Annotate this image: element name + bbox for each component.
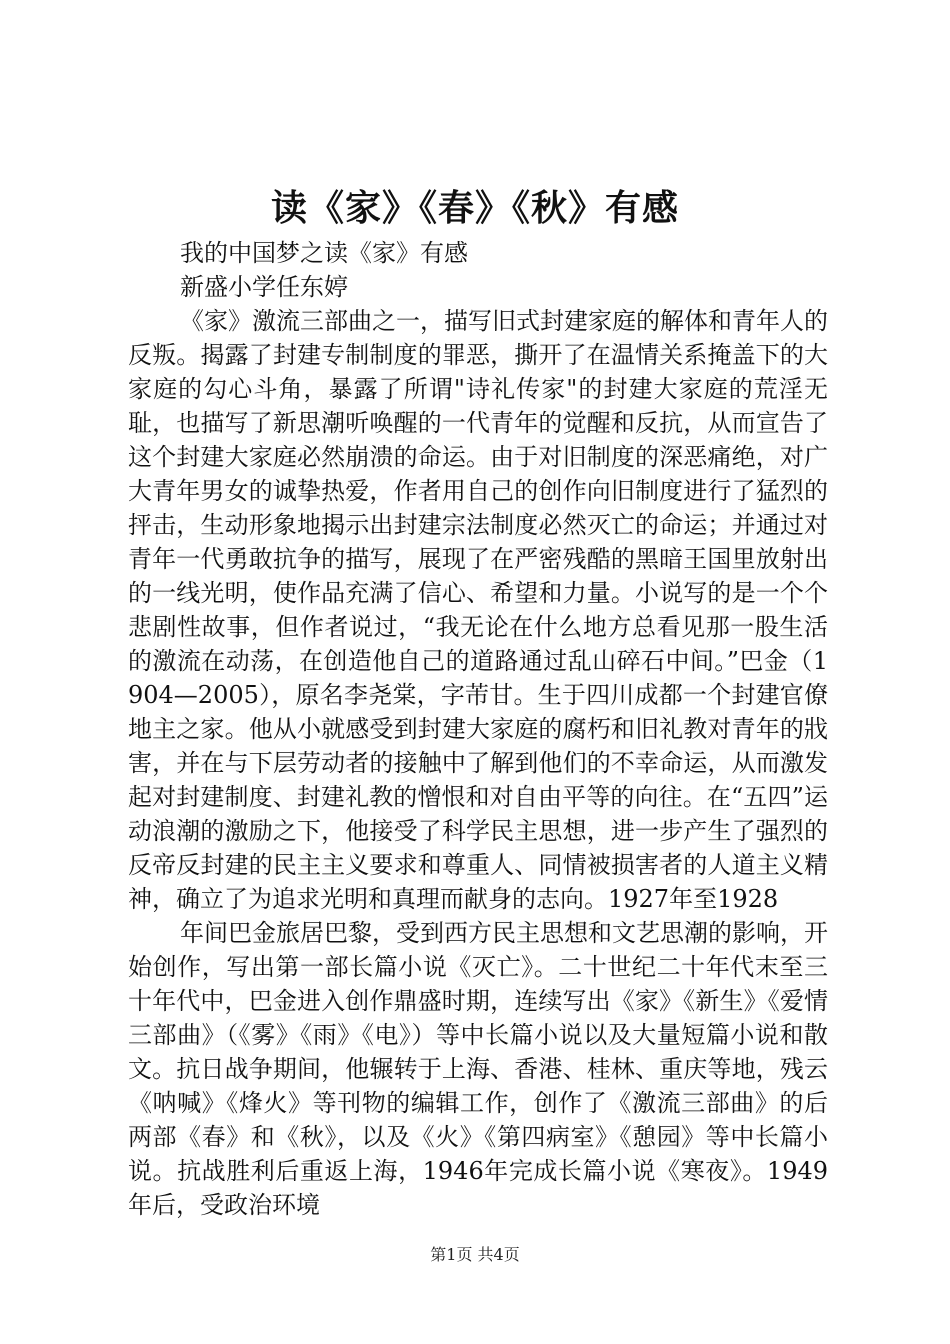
document-title: 读《家》《春》《秋》有感 (270, 187, 679, 229)
document-body (128, 236, 828, 1222)
body-paragraph: 年间巴金旅居巴黎，受到西方民主思想和文艺思潮的影响，开始创作，写出第一部长篇小说《灭亡》。二十世纪二十年代末至三十年代中，巴金进入创作鼎盛时期，连续写出《家》《新生》《爱情三部曲》（《雾》《雨》《电》）等中长篇小说以及大量短篇小说和散文。抗日战争期间，他辗转于上海、香港、桂林、重庆等地，残云《呐喊》《烽火》等刊物的编辑工作，创作了《激流三部曲》的后两部《春》和《秋》，以及《火》《第四病室》《憩园》等中长篇小说。抗战胜利后重返上海，1946年完成长篇小说《寒夜》。1949年后，受政治环境 (128, 919, 828, 1219)
body-paragraph: 《家》激流三部曲之一，描写旧式封建家庭的解体和青年人的反叛。揭露了封建专制制度的罪恶，撕开了在温情关系掩盖下的大家庭的勾心斗角，暴露了所谓"诗礼传家"的封建大家庭的荒淫无耻，也描写了新思潮听唤醒的一代青年的觉醒和反抗，从而宣告了这个封建大家庭必然崩溃的命运。由于对旧制度的深恶痛绝，对广大青年男女的诚挚热爱，作者用自己的创作向旧制度进行了猛烈的抨击，生动形象地揭示出封建宗法制度必然灭亡的命运；并通过对青年一代勇敢抗争的描写，展现了在严密残酷的黑暗王国里放射出的一线光明，使作品充满了信心、希望和力量。小说写的是一个个悲剧性故事，但作者说过，“我无论在什么地方总看见那一股生活的激流在动荡，在创造他自己的道路通过乱山碎石中间。”巴金（1904—2005），原名李尧棠，字芾甘。生于四川成都一个封建官僚地主之家。他从小就感受到封建大家庭的腐朽和旧礼教对青年的戕害，并在与下层劳动者的接触中了解到他们的不幸命运，从而激发起对封建制度、封建礼教的憎恨和对自由平等的向往。在“五四”运动浪潮的激励之下，他接受了科学民主思想，进一步产生了强烈的反帝反封建的民主主义要求和尊重人、同情被损害者的人道主义精神，确立了为追求光明和真理而献身的志向。1927年至1928 (128, 307, 828, 913)
page-footer: 第1页 共4页 (430, 1245, 520, 1264)
author-line: 新盛小学任东婷 (180, 273, 348, 301)
subtitle-line: 我的中国梦之读《家》有感 (180, 239, 468, 267)
